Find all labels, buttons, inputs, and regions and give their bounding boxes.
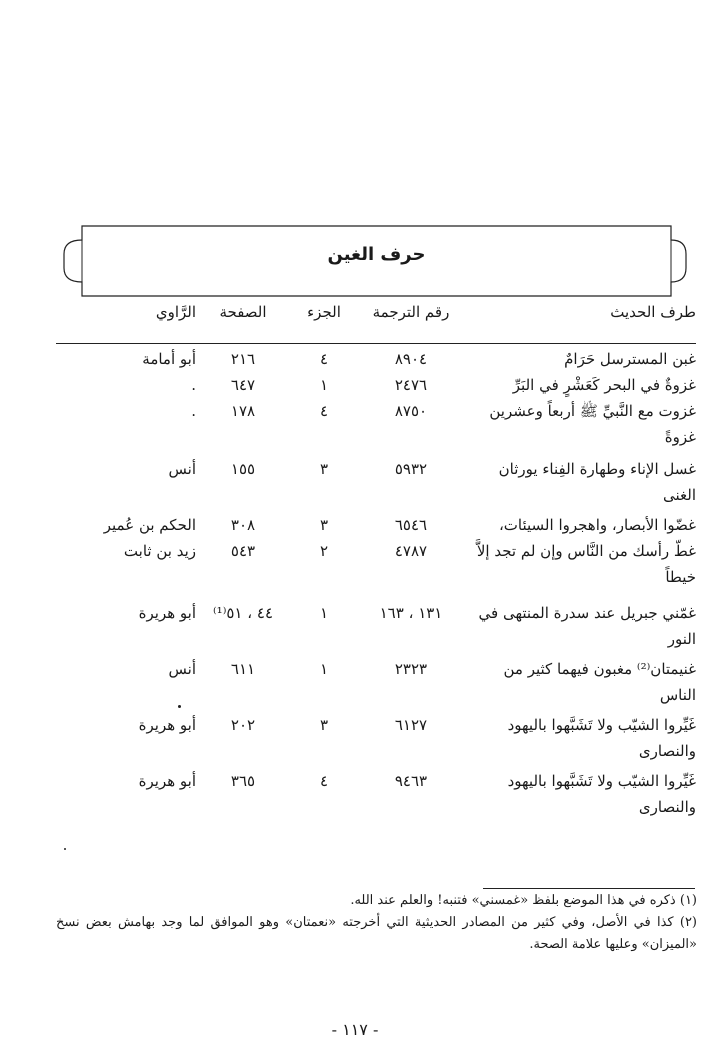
- row-term: غزوت مع النَّبيِّ ﷺ أربعاً وعشرين غزوةً: [489, 402, 696, 446]
- row-juz: ٣: [319, 460, 329, 478]
- header-page: الصفحة: [219, 303, 267, 321]
- row-translation-no: ٨٧٥٠: [394, 402, 428, 420]
- row-narrator: .: [191, 376, 196, 394]
- table-row: [56, 398, 696, 456]
- row-page: ٣٦٥: [230, 772, 256, 790]
- row-page: ٢٠٢: [230, 716, 256, 734]
- table-header: [56, 303, 696, 341]
- table-row: [56, 372, 696, 398]
- table-body: [56, 346, 696, 824]
- row-term: غَيِّروا الشيّب ولا تَشَبَّهوا باليهود والنصارى: [507, 772, 696, 816]
- row-narrator: أنس: [168, 660, 196, 678]
- row-page: ٥٤٣: [230, 542, 256, 560]
- row-narrator: أبو هريرة: [138, 772, 196, 790]
- row-translation-no: ٩٤٦٣: [394, 772, 428, 790]
- row-page: ٦١١: [230, 660, 256, 678]
- row-page: ٢١٦: [230, 350, 256, 368]
- table-row: [56, 538, 696, 600]
- row-term: غمّني جبريل عند سدرة المنتهى في النور: [478, 604, 696, 648]
- row-translation-no: ٦١٢٧: [394, 716, 428, 734]
- row-translation-no: ٨٩٠٤: [394, 350, 428, 368]
- table-row: [56, 346, 696, 372]
- row-juz: ٢: [319, 542, 329, 560]
- row-term: غَيِّروا الشيّب ولا تَشَبَّهوا باليهود والنصارى: [507, 716, 696, 760]
- table-row: [56, 768, 696, 824]
- print-speck: [178, 705, 181, 708]
- row-juz: ٣: [319, 516, 329, 534]
- row-term: غسل الإناء وطهارة الفِناء يورثان الغنى: [498, 460, 696, 504]
- header-juz: الجزء: [307, 303, 341, 321]
- row-narrator: .: [191, 402, 196, 420]
- print-speck: [64, 848, 66, 850]
- page-number: - ١١٧ -: [331, 1020, 379, 1039]
- row-narrator: أبو هريرة: [138, 716, 196, 734]
- row-juz: ١: [319, 376, 329, 394]
- table-row: [56, 656, 696, 712]
- row-translation-no: ٤٧٨٧: [394, 542, 428, 560]
- row-juz: ١: [319, 660, 329, 678]
- row-juz: ٤: [319, 402, 329, 420]
- row-translation-no: ٦٥٤٦: [394, 516, 428, 534]
- row-page: ٦٤٧: [230, 376, 256, 394]
- row-translation-no: ٥٩٣٢: [394, 460, 428, 478]
- row-translation-no: ١٣١ ، ١٦٣: [379, 604, 443, 622]
- row-page: ١٥٥: [230, 460, 256, 478]
- row-juz: ٤: [319, 772, 329, 790]
- footnote-rule: [483, 888, 695, 889]
- table-row: [56, 600, 696, 656]
- row-term: غزوةٌ في البحر كَعَشْرٍ في البَرِّ: [512, 376, 696, 394]
- footnote-2: (٢) كذا في الأصل، وفي كثير من المصادر الحديثية التي أخرجته «نعمتان» وهو الموافق لما وجد بهامش بعض نسخ «الميزان» وعليها علامة الصحة.: [56, 915, 697, 952]
- row-narrator: أبو هريرة: [138, 604, 196, 622]
- table-row: [56, 456, 696, 512]
- row-translation-no: ٢٤٧٦: [394, 376, 428, 394]
- row-term: غطّ رأسك من النَّاس وإن لم تجد إلاَّ خيطاً: [476, 542, 696, 586]
- row-term: غنيمتان⁽²⁾ مغبون فيهما كثير من الناس: [503, 660, 696, 704]
- header-narrator: الرَّاوي: [155, 303, 196, 321]
- table-row: [56, 512, 696, 538]
- row-page: ٤٤ ، ٥١⁽¹⁾: [212, 604, 274, 622]
- section-title: حرف الغين: [327, 244, 426, 265]
- row-narrator: الحكم بن عُمير: [103, 516, 196, 534]
- row-juz: ٣: [319, 716, 329, 734]
- row-translation-no: ٢٣٢٣: [394, 660, 428, 678]
- row-juz: ٤: [319, 350, 329, 368]
- table-row: [56, 712, 696, 768]
- row-page: ٣٠٨: [230, 516, 256, 534]
- footnote-1: (١) ذكره في هذا الموضع بلفظ «غمسني» فتنبه! والعلم عند الله.: [350, 893, 697, 908]
- row-narrator: أبو أمامة: [142, 350, 196, 368]
- footnotes: [56, 890, 697, 956]
- header-term: طرف الحديث: [610, 303, 696, 321]
- section-title-frame: [60, 224, 693, 298]
- row-narrator: زيد بن ثابت: [123, 542, 196, 560]
- row-narrator: أنس: [168, 460, 196, 478]
- row-page: ١٧٨: [230, 402, 256, 420]
- header-rule: [56, 343, 696, 344]
- header-translation-no: رقم الترجمة: [372, 303, 450, 321]
- row-term: غضّوا الأبصار، واهجروا السيئات،: [498, 516, 696, 534]
- row-juz: ١: [319, 604, 329, 622]
- row-term: غبن المسترسل حَرَامٌ: [564, 350, 696, 368]
